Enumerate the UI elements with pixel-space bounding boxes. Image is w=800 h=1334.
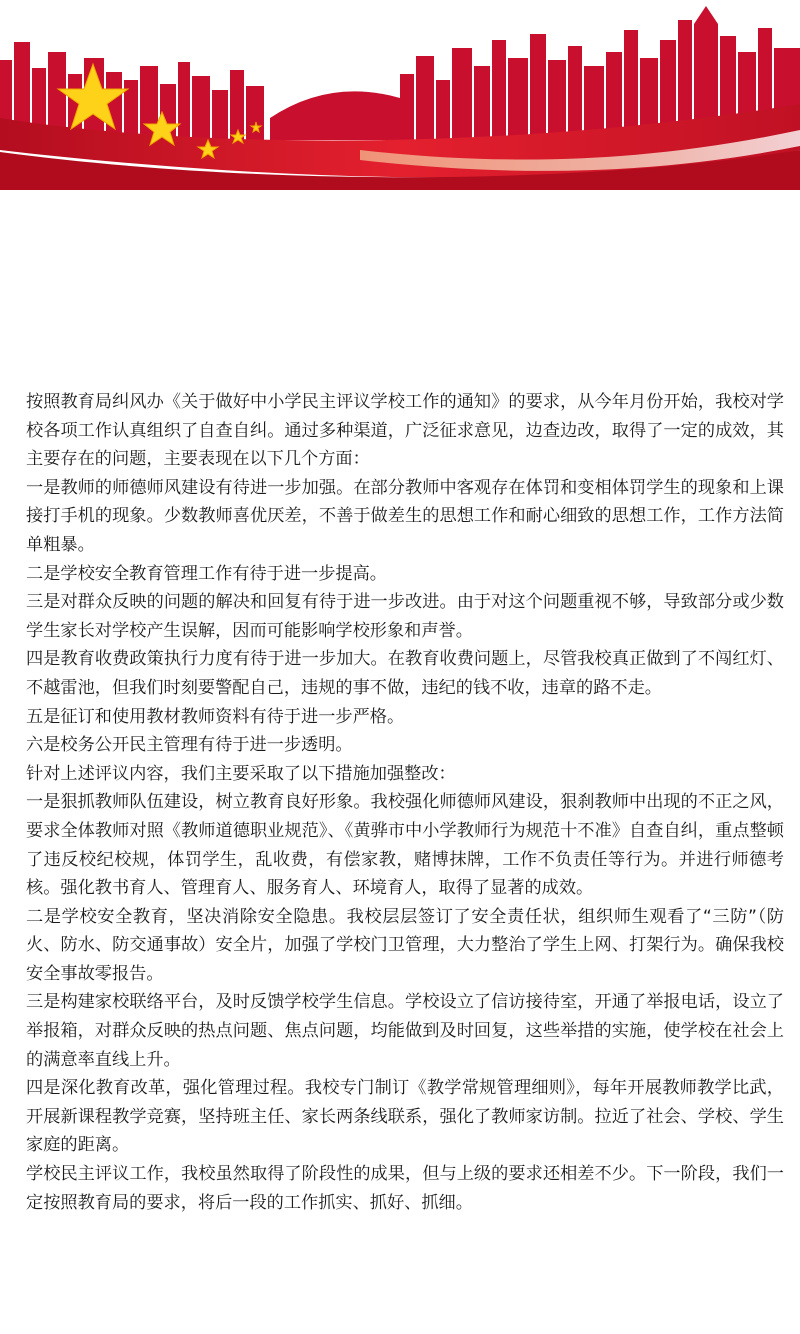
document-body (26, 388, 784, 1217)
issue-2-paragraph: 二是学校安全教育管理工作有待于进一步提高。 (26, 563, 387, 584)
issue-1-paragraph: 一是教师的师德师风建设有待进一步加强。在部分教师中客观存在体罚和变相体罚学生的现象和上课接打手机的现象。少数教师喜优厌差，不善于做差生的思想工作和耐心细致的思想工作，工作方法简单粗暴。 (26, 477, 784, 555)
measure-2-paragraph: 二是学校安全教育，坚决消除安全隐患。我校层层签订了安全责任状，组织师生观看了“三防”（防火、防水、防交通事故）安全片，加强了学校门卫管理，大力整治了学生上网、打架行为。确保我校安全事故零报告。 (26, 906, 784, 984)
issue-4-paragraph: 四是教育收费政策执行力度有待于进一步加大。在教育收费问题上，尽管我校真正做到了不闯红灯、不越雷池，但我们时刻要警配自己，违规的事不做，违纪的钱不收，违章的路不走。 (26, 649, 784, 698)
measure-3-paragraph: 三是构建家校联络平台，及时反馈学校学生信息。学校设立了信访接待室，开通了举报电话，设立了举报箱，对群众反映的热点问题、焦点问题，均能做到及时回复，这些举措的实施，使学校在社会上的满意率直线上升。 (26, 992, 784, 1070)
city-skyline-banner-image (0, 0, 800, 190)
issue-6-paragraph: 六是校务公开民主管理有待于进一步透明。 (26, 735, 353, 756)
intro-paragraph: 按照教育局纠风办《关于做好中小学民主评议学校工作的通知》的要求，从今年月份开始，我校对学校各项工作认真组织了自查自纠。通过多种渠道，广泛征求意见，边查边改，取得了一定的成效，其主要存在的问题，主要表现在以下几个方面： (26, 392, 784, 470)
issue-5-paragraph: 五是征订和使用教材教师资料有待于进一步严格。 (26, 706, 405, 727)
measure-4-paragraph: 四是深化教育改革，强化管理过程。我校专门制订《教学常规管理细则》，每年开展教师教学比武，开展新课程教学竞赛，坚持班主任、家长两条线联系，强化了教师家访制。拉近了社会、学校、学生家庭的距离。 (26, 1078, 784, 1156)
arch-building (270, 91, 400, 140)
measures-intro-paragraph: 针对上述评议内容，我们主要采取了以下措施加强整改： (26, 763, 456, 784)
issue-3-paragraph: 三是对群众反映的问题的解决和回复有待于进一步改进。由于对这个问题重视不够，导致部分或少数学生家长对学校产生误解，因而可能影响学校形象和声誉。 (26, 592, 784, 641)
header-banner (0, 0, 800, 190)
conclusion-paragraph: 学校民主评议工作，我校虽然取得了阶段性的成果，但与上级的要求还相差不少。下一阶段，我们一定按照教育局的要求，将后一段的工作抓实、抓好、抓细。 (26, 1164, 784, 1213)
measure-1-paragraph: 一是狠抓教师队伍建设，树立教育良好形象。我校强化师德师风建设，狠刹教师中出现的不正之风，要求全体教师对照《教师道德职业规范》、《黄骅市中小学教师行为规范十不准》自查自纠，重点整顿了违反校纪校规，体罚学生，乱收费，有偿家教，赌博抹牌，工作不负责任等行为。并进行师德考核。强化教书育人、管理育人、服务育人、环境育人，取得了显著的成效。 (26, 792, 784, 899)
